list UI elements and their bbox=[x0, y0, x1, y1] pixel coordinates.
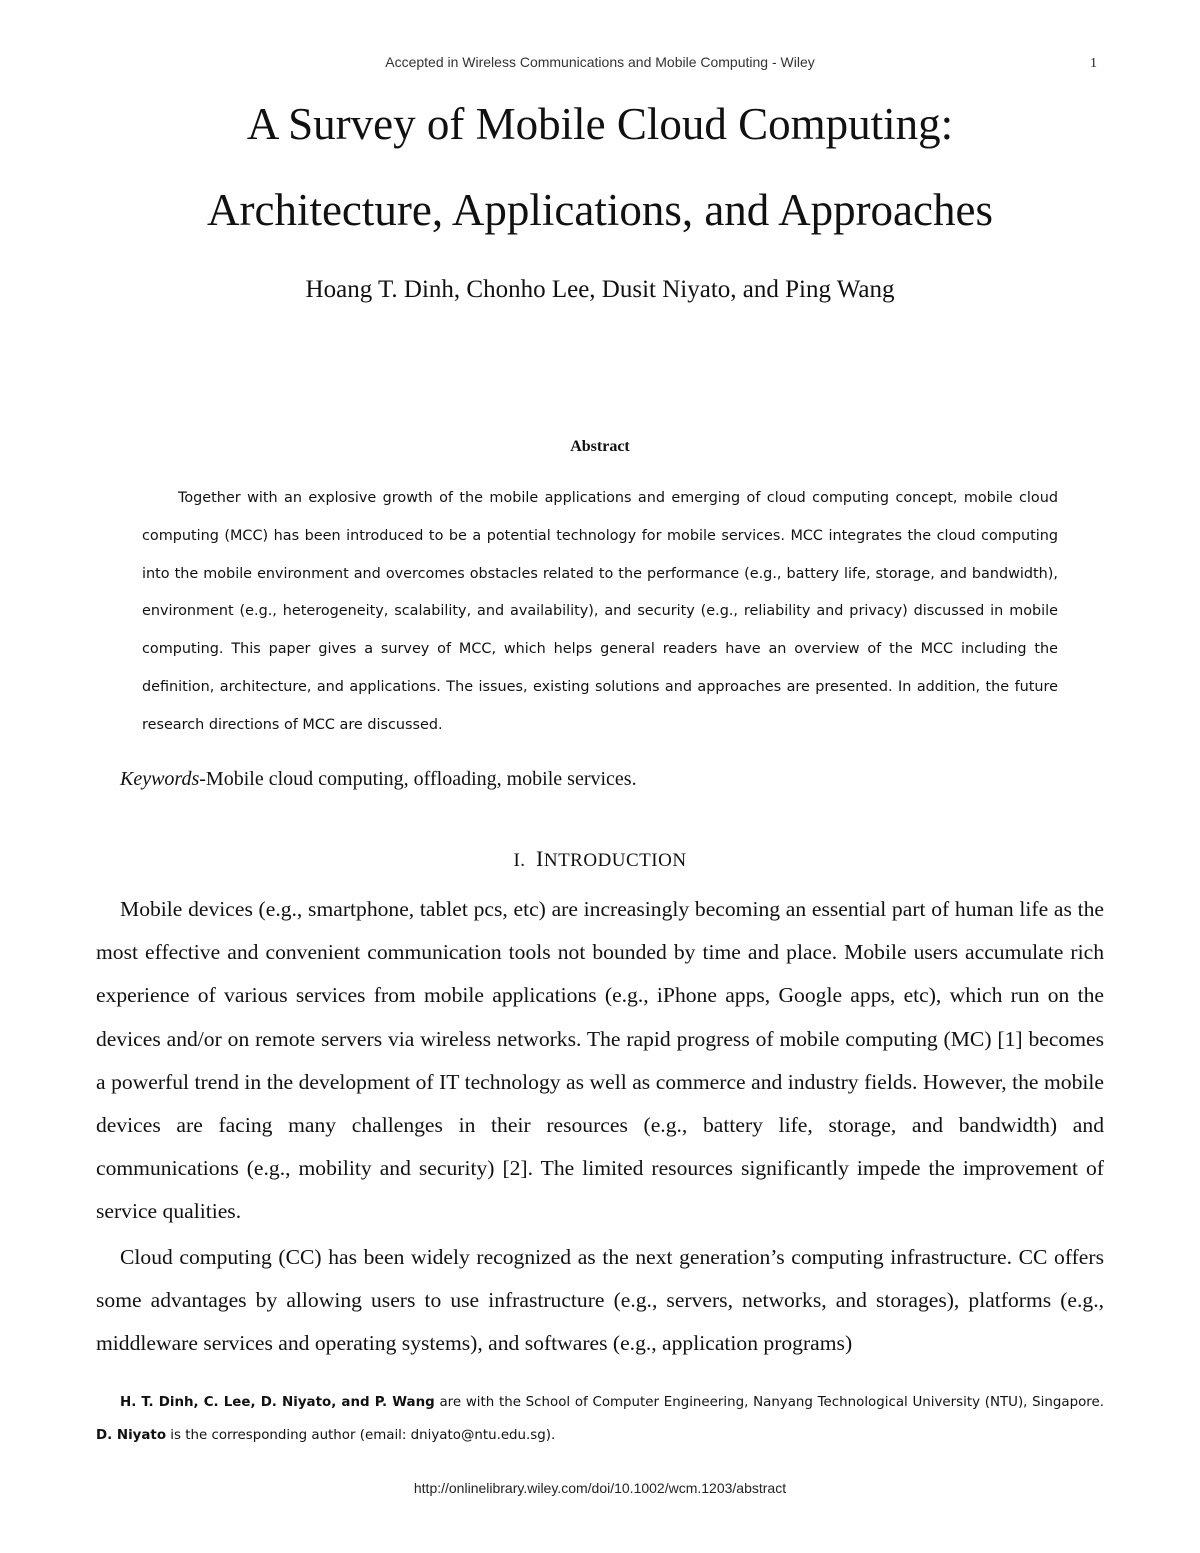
doi-link[interactable]: http://onlinelibrary.wiley.com/doi/10.1002/wcm.1203/abstract bbox=[413, 1480, 787, 1496]
footnote-email: is the corresponding author (email: dniyato@ntu.edu.sg). bbox=[166, 1428, 556, 1443]
body-paragraph-1: Mobile devices (e.g., smartphone, tablet pcs, etc) are increasingly becoming an essential part of human life as the most effective and convenient communication tools not bounded by time and place. Mobile users accumulate rich experience of various services from mobile applications (e.g., iPhone apps, Google apps, etc), which run on the devices and/or on remote servers via wireless networks. The rapid progress of mobile computing (MC) [1] becomes a powerful trend in the development of IT technology as well as commerce and industry fields. However, the mobile devices are facing many challenges in their resources (e.g., battery life, storage, and bandwidth) and communications (e.g., mobility and security) [2]. The limited resources significantly impede the improvement of service qualities. bbox=[96, 897, 1104, 1224]
running-head: Accepted in Wireless Communications and Mobile Computing - Wiley bbox=[385, 54, 815, 70]
section-heading-rest: NTRODUCTION bbox=[543, 850, 687, 871]
keywords-label: Keywords bbox=[120, 768, 200, 790]
page-number: 1 bbox=[1090, 56, 1097, 71]
keywords-text: -Mobile cloud computing, offloading, mobile services. bbox=[199, 768, 637, 790]
footnote-affiliation: are with the School of Computer Engineering, Nanyang Technological University (NTU), Singapore. bbox=[434, 1395, 1104, 1410]
section-heading-initial: I bbox=[536, 846, 544, 871]
abstract-heading: Abstract bbox=[570, 438, 630, 455]
author-footnote bbox=[96, 1386, 1104, 1452]
footnote-corresponding: D. Niyato bbox=[96, 1428, 167, 1443]
footnote-authors: H. T. Dinh, C. Lee, D. Niyato, and P. Wang bbox=[120, 1395, 435, 1410]
section-heading-introduction bbox=[0, 846, 1200, 872]
body-paragraph-2: Cloud computing (CC) has been widely recognized as the next generation’s computing infrastructure. CC offers some advantages by allowing users to use infrastructure (e.g., servers, networks, and storages), platforms (e.g., middleware services and operating systems), and softwares (e.g., application programs) bbox=[96, 1245, 1104, 1356]
section-number: I. bbox=[513, 850, 526, 871]
keywords bbox=[120, 768, 637, 791]
abstract-text: Together with an explosive growth of the mobile applications and emerging of cloud computing concept, mobile cloud computing (MCC) has been introduced to be a potential technology for mobile services. MCC integrates the cloud computing into the mobile environment and overcomes obstacles related to the performance (e.g., battery life, storage, and bandwidth), environment (e.g., heterogeneity, scalability, and availability), and security (e.g., reliability and privacy) discussed in mobile computing. This paper gives a survey of MCC, which helps general readers have an overview of the MCC including the definition, architecture, and applications. The issues, existing solutions and approaches are presented. In addition, the future research directions of MCC are discussed. bbox=[142, 490, 1058, 733]
paper-title-line-1: A Survey of Mobile Cloud Computing: bbox=[246, 99, 954, 149]
paper-title-line-2: Architecture, Applications, and Approaches bbox=[206, 185, 993, 235]
author-list: Hoang T. Dinh, Chonho Lee, Dusit Niyato, and Ping Wang bbox=[305, 276, 895, 303]
